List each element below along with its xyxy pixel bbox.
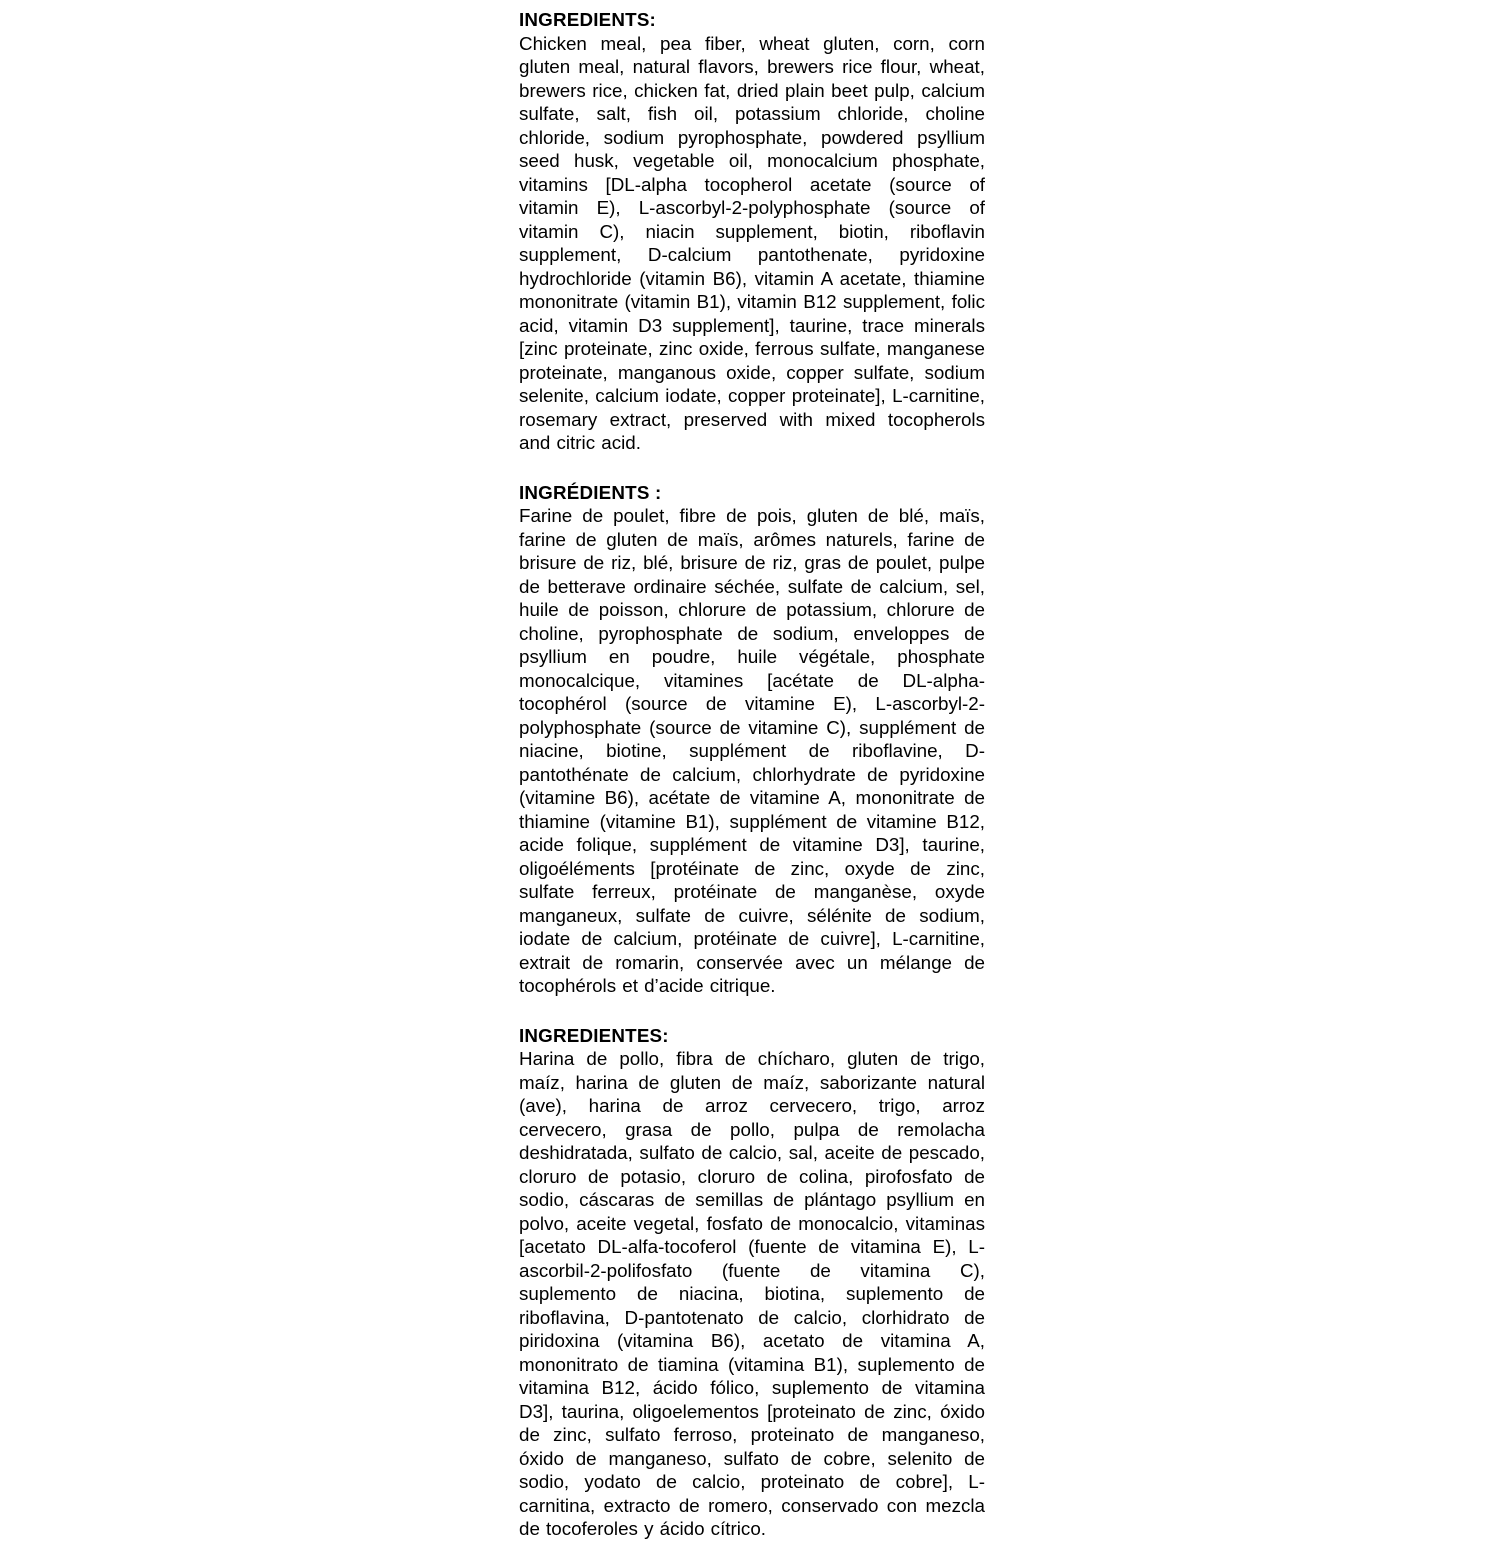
section-body-english: Chicken meal, pea fiber, wheat gluten, corn, corn gluten meal, natural flavors, brewers rice flour, wheat, brewers rice, chicken fat, dried plain beet pulp, calcium sulfate, salt, fish oil, potassium chloride, choline chloride, sodium pyrophosphate, powdered psyllium seed husk, vegetable oil, monocalcium phosphate, vitamins [DL-alpha tocopherol acetate (source of vitamin E), L-ascorbyl-2-polyphosphate (source of vitamin C), niacin supplement, biotin, riboflavin supplement, D-calcium pantothenate, pyridoxine hydrochloride (vitamin B6), vitamin A acetate, thiamine mononitrate (vitamin B1), vitamin B12 supplement, folic acid, vitamin D3 supplement], taurine, trace minerals [zinc proteinate, zinc oxide, ferrous sulfate, manganese proteinate, manganous oxide, copper sulfate, sodium selenite, calcium iodate, copper proteinate], L-carnitine, rosemary extract, preserved with mixed tocopherols and citric acid. [519, 32, 985, 453]
section-heading-english: INGREDIENTS: [519, 9, 657, 30]
section-body-french: Farine de poulet, fibre de pois, gluten de blé, maïs, farine de gluten de maïs, arômes naturels, farine de brisure de riz, blé, brisure de riz, gras de poulet, pulpe de betterave ordinaire séchée, sulfate de calcium, sel, huile de poisson, chlorure de potassium, chlorure de choline, pyrophosphate de sodium, enveloppes de psyllium en poudre, huile végétale, phosphate monocalcique, vitamines [acétate de DL-alpha-tocophérol (source de vitamine E), L-ascorbyl-2-polyphosphate (source de vitamine C), supplément de niacine, biotine, supplément de riboflavine, D-pantothénate de calcium, chlorhydrate de pyridoxine (vitamine B6), acétate de vitamine A, mononitrate de thiamine (vitamine B1), supplément de vitamine B12, acide folique, supplément de vitamine D3], taurine, oligoéléments [protéinate de zinc, oxyde de zinc, sulfate ferreux, protéinate de manganèse, oxyde manganeux, sulfate de cuivre, sélénite de sodium, iodate de calcium, protéinate de cuivre], L-carnitine, extrait de romarin, conservée avec un mélange de tocophérols et d’acide citrique. [519, 505, 985, 996]
ingredients-section-spanish [519, 1024, 985, 1541]
ingredients-section-french [519, 481, 985, 998]
section-body-spanish: Harina de pollo, fibra de chícharo, gluten de trigo, maíz, harina de gluten de maíz, saborizante natural (ave), harina de arroz cervecero, trigo, arroz cervecero, grasa de pollo, pulpa de remolacha deshidratada, sulfato de calcio, sal, aceite de pescado, cloruro de potasio, cloruro de colina, pirofosfato de sodio, cáscaras de semillas de plántago psyllium en polvo, aceite vegetal, fosfato de monocalcio, vitaminas [acetato DL-alfa-tocoferol (fuente de vitamina E), L-ascorbil-2-polifosfato (fuente de vitamina C), suplemento de niacina, biotina, suplemento de riboflavina, D-pantotenato de calcio, clorhidrato de piridoxina (vitamina B6), acetato de vitamina A, mononitrato de tiamina (vitamina B1), suplemento de vitamina B12, ácido fólico, suplemento de vitamina D3], taurina, oligoelementos [proteinato de zinc, óxido de zinc, sulfato ferroso, proteinato de manganeso, óxido de manganeso, sulfato de cobre, selenito de sodio, yodato de calcio, proteinato de cobre], L-carnitina, extracto de romero, conservado con mezcla de tocoferoles y ácido cítrico. [519, 1048, 985, 1539]
ingredients-section-english [519, 8, 985, 455]
section-heading-french: INGRÉDIENTS : [519, 481, 662, 503]
ingredient-label [519, 0, 985, 1541]
section-heading-spanish: INGREDIENTES: [519, 1024, 669, 1046]
